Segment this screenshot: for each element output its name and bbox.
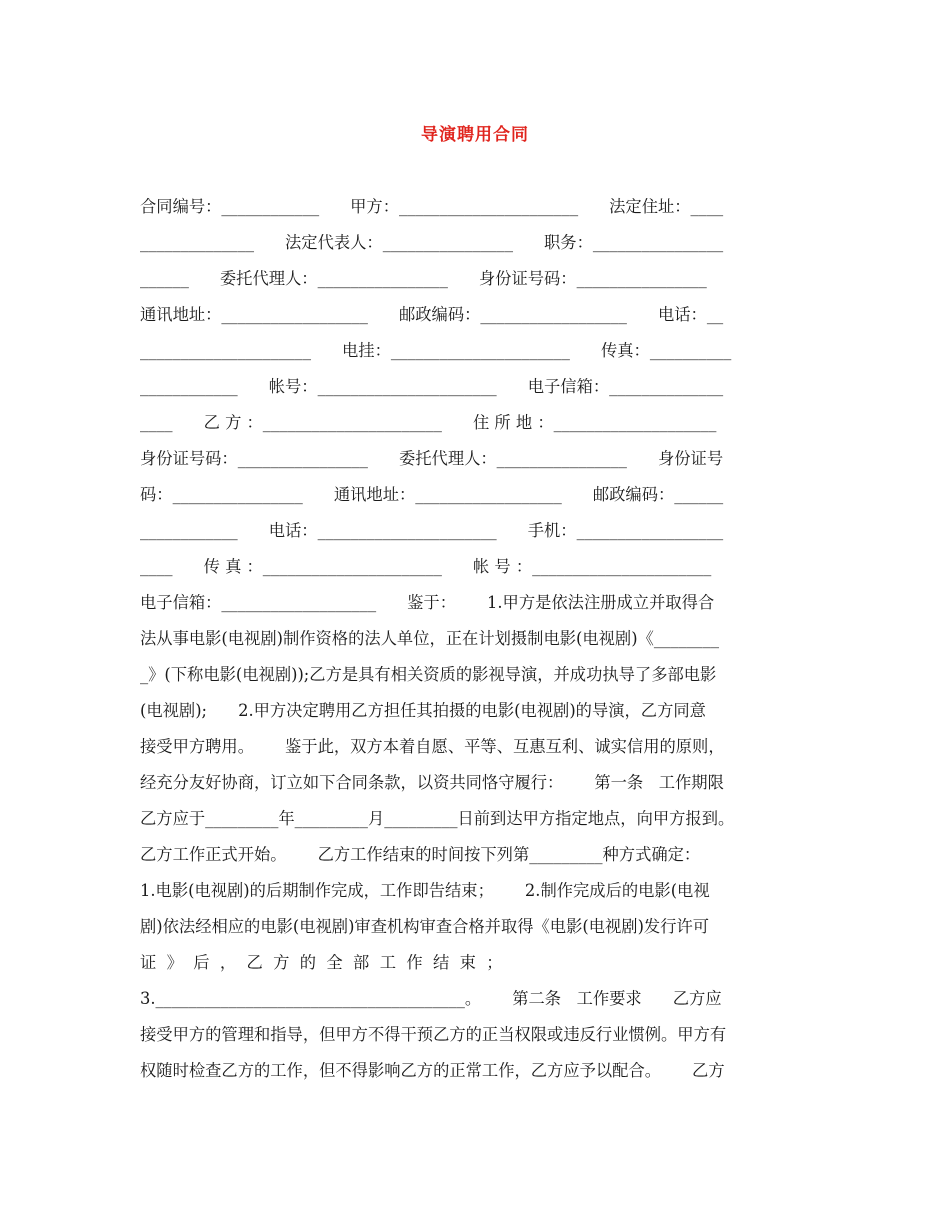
contract-line: 乙方工作正式开始。 乙方工作结束的时间按下列第_________种方式确定： bbox=[140, 845, 701, 864]
contract-line: (电视剧); 2.甲方决定聘用乙方担任其拍摄的电影(电视剧)的导演，乙方同意 bbox=[140, 701, 706, 720]
contract-line: 证 》 后 ， 乙 方 的 全 部 工 作 结 束 ； bbox=[140, 953, 503, 972]
contract-line: 乙方应于_________年_________月_________日前到达甲方指定地点，向甲方报到。 bbox=[140, 809, 735, 828]
contract-line: 经充分友好协商，订立如下合同条款，以资共同恪守履行： 第一条 工作期限 bbox=[140, 773, 724, 792]
contract-line: ____________ 帐号：______________________ 电子信箱：______________ bbox=[140, 377, 724, 396]
contract-line: _》(下称电影(电视剧));乙方是具有相关资质的影视导演，并成功执导了多部电影 bbox=[140, 665, 717, 684]
document-title: 导演聘用合同 bbox=[421, 125, 529, 145]
contract-line: 权随时检查乙方的工作，但不得影响乙方的正常工作，乙方应予以配合。 乙方 bbox=[140, 1061, 725, 1080]
contract-line: ____ 传 真 ：______________________ 帐 号 ：______________________ bbox=[140, 557, 712, 576]
contract-line: 电子信箱：___________________ 鉴于： 1.甲方是依法注册成立并取得合 bbox=[140, 593, 715, 612]
contract-line: 身份证号码：________________ 委托代理人：________________ 身份证号 bbox=[140, 449, 724, 468]
contract-line: 接受甲方的管理和指导，但甲方不得干预乙方的正当权限或违反行业惯例。甲方有 bbox=[140, 1025, 727, 1044]
contract-line: _____________________ 电挂：______________________ 传真：__________ bbox=[140, 341, 732, 360]
contract-line: 剧)依法经相应的电影(电视剧)审查机构审查合格并取得《电影(电视剧)发行许可 bbox=[140, 917, 710, 936]
contract-line: 码：________________ 通讯地址：__________________ 邮政编码：______ bbox=[140, 485, 724, 504]
contract-line: 3.______________________________________。 第二条 工作要求 乙方应 bbox=[140, 989, 722, 1008]
contract-line: 通讯地址：__________________ 邮政编码：__________________ 电话：__ bbox=[140, 305, 724, 324]
contract-line: 法从事电影(电视剧)制作资格的法人单位，正在计划摄制电影(电视剧)《________ bbox=[140, 629, 719, 648]
contract-line: ______________ 法定代表人：________________ 职务：________________ bbox=[140, 233, 724, 252]
contract-line: ____ 乙 方 ：______________________ 住 所 地 ：____________________ bbox=[140, 413, 717, 432]
contract-line: 合同编号：____________ 甲方：______________________ 法定住址：____ bbox=[140, 197, 724, 216]
contract-line: 接受甲方聘用。 鉴于此，双方本着自愿、平等、互惠互利、诚实信用的原则， bbox=[140, 737, 725, 756]
contract-line: 1.电影(电视剧)的后期制作完成，工作即告结束； 2.制作完成后的电影(电视 bbox=[140, 881, 710, 900]
contract-line: ____________ 电话：______________________ 手机：__________________ bbox=[140, 521, 724, 540]
contract-line: ______ 委托代理人：________________ 身份证号码：________________ bbox=[140, 269, 707, 288]
